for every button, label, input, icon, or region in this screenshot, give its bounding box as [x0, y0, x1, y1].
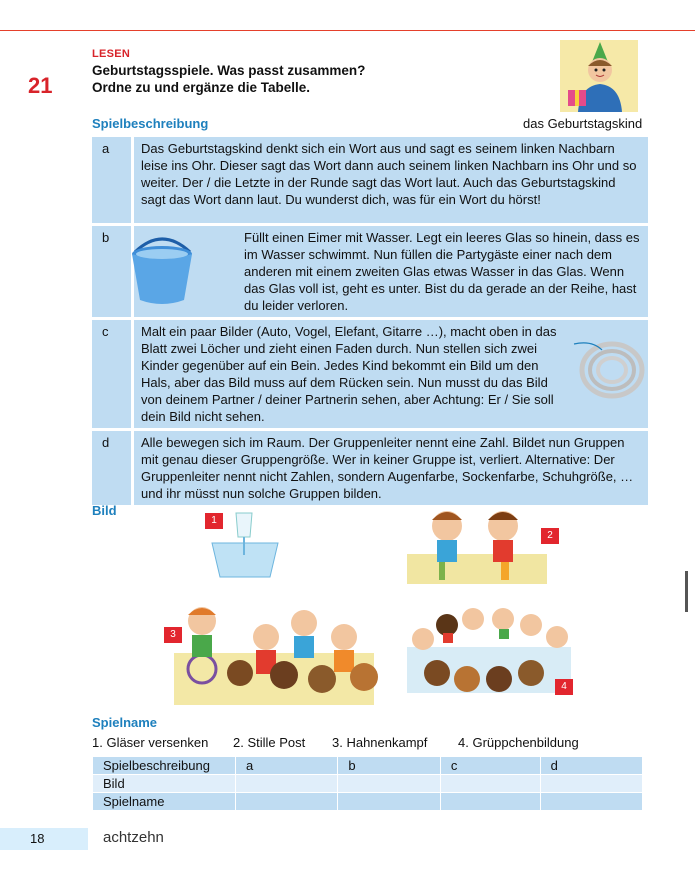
picture-badge-1: 1: [205, 513, 223, 529]
description-text: Alle bewegen sich im Raum. Der Gruppenleiter nennt eine Zahl. Bildet nun Gruppen mit genau dieser Gruppengröße. Wer in keiner Gruppe ist, verliert. Alternative: Der Gruppenleiter nennt nicht Zahlen, sondern Augenfarbe, Sockenfarbe, Schuhgröße, … und ihr müsst nun solche Gruppen bilden.: [133, 429, 649, 506]
game-name-1: 1. Gläser versenken: [92, 735, 209, 750]
answer-cell-empty[interactable]: [338, 793, 440, 811]
instruction-line-2: Ordne zu und ergänze die Tabelle.: [92, 80, 311, 95]
picture-badge-3: 3: [164, 627, 182, 643]
bucket-icon: [125, 232, 200, 307]
description-row-c: [92, 318, 648, 429]
picture-badge-4: 4: [555, 679, 573, 695]
picture-badge-2: 2: [541, 528, 559, 544]
description-row-a: [92, 137, 648, 224]
exercise-category: LESEN: [92, 48, 131, 60]
section-title-picture: Bild: [92, 503, 117, 518]
answer-row-picture: [93, 775, 643, 793]
kids-sitting-circle-icon: [407, 603, 579, 695]
page-number: 18: [30, 831, 45, 846]
section-title-description: Spielbeschreibung: [92, 116, 209, 131]
description-text: Das Geburtstagskind denkt sich ein Wort aus und sagt es seinem linken Nachbarn leise ins Ohr. Dieser sagt das Wort dann auch seinem linken Nachbarn ins Ohr und so weiter. Der / die Letzte in der Runde sagt das Wort laut. Auch das Geburtstagskind sagt das Wort dann laut. Du wunderst dich, was für ein Wort du hörst!: [133, 137, 649, 224]
answer-row-name: [93, 793, 643, 811]
description-table: [92, 137, 648, 508]
answer-cell-empty[interactable]: [440, 793, 540, 811]
two-kids-hopping-icon: [407, 502, 563, 584]
answer-cell-empty[interactable]: [440, 775, 540, 793]
description-row-d: [92, 429, 648, 506]
page-word: achtzehn: [103, 829, 164, 846]
answer-cell-empty[interactable]: [236, 775, 338, 793]
answer-cell: b: [338, 757, 440, 775]
answer-cell-empty[interactable]: [540, 775, 642, 793]
game-name-3: 3. Hahnenkampf: [332, 735, 428, 750]
game-name-4: 4. Grüppchenbildung: [458, 735, 579, 750]
exercise-instruction: [92, 62, 492, 96]
game-name-2: 2. Stille Post: [233, 735, 306, 750]
page-edge-mark: [685, 571, 688, 612]
answer-row-label: Bild: [93, 775, 236, 793]
group-of-kids-icon: [154, 593, 394, 705]
answer-row-description: [93, 757, 643, 775]
description-letter: b: [92, 224, 133, 318]
description-text: Füllt einen Eimer mit Wasser. Legt ein leeres Glas so hinein, dass es im Wasser schwimmt. Nun füllen die Partygäste einer nach dem anderen mit einem zweiten Glas etwas Wasser in das Glas. Wenn das Glas voll ist, geht es unter. Bist du da gerade an der Reihe, hast du leider verloren.: [133, 224, 649, 318]
section-title-name: Spielname: [92, 715, 158, 730]
answer-cell: c: [440, 757, 540, 775]
description-letter: a: [92, 137, 133, 224]
answer-row-label: Spielname: [93, 793, 236, 811]
instruction-line-1: Geburtstagsspiele. Was passt zusammen?: [92, 63, 366, 78]
exercise-number: 21: [28, 73, 53, 98]
description-letter: c: [92, 318, 133, 429]
answer-cell: a: [236, 757, 338, 775]
birthday-child-icon: [560, 40, 638, 112]
answer-cell-empty[interactable]: [236, 793, 338, 811]
answer-cell-empty[interactable]: [338, 775, 440, 793]
answer-cell-empty[interactable]: [540, 793, 642, 811]
birthday-child-caption: das Geburtstagskind: [523, 116, 643, 131]
top-rule: [0, 30, 695, 31]
answer-cell: d: [540, 757, 642, 775]
description-text: Malt ein paar Bilder (Auto, Vogel, Elefant, Gitarre …), macht oben in das Blatt zwei Löcher und zieht einen Faden durch. Nun stellen sich zwei Kinder gegenüber auf ein Bein. Jedes Kind bekommt ein Bild um den Hals, aber das Bild muss auf dem Rücken sein. Nun musst du das Bild von deinem Partner / deiner Partnerin sehen, aber Achtung: Er / Sie soll dein Bild nicht sehen.: [133, 318, 649, 429]
answer-table: [92, 756, 643, 811]
rope-icon: [572, 338, 646, 402]
description-letter: d: [92, 429, 133, 506]
answer-row-label: Spielbeschreibung: [93, 757, 236, 775]
